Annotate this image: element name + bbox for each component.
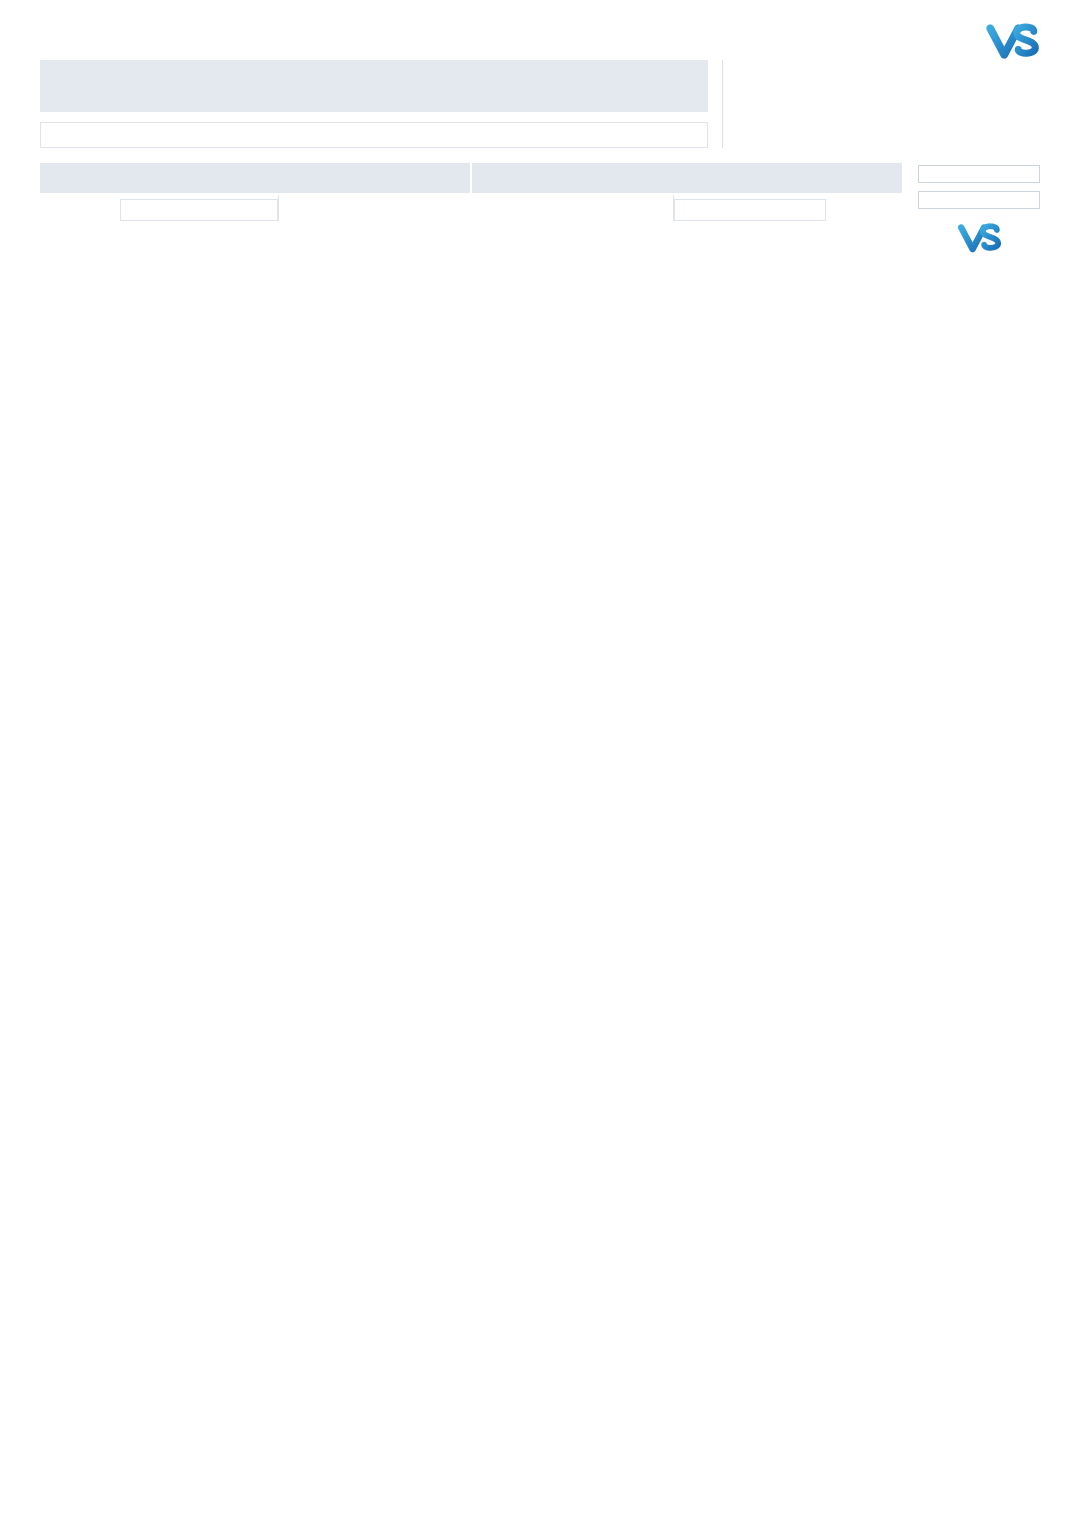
summary-panel <box>40 163 902 256</box>
report-header <box>40 16 1040 60</box>
reception-serve-panel-away <box>674 199 826 221</box>
match-overview-left <box>40 60 708 148</box>
match-overview <box>40 60 1040 148</box>
legend <box>918 163 1040 256</box>
reception-serve-panel-home <box>120 199 278 221</box>
report-header-right <box>974 16 1040 60</box>
legend-abbreviations <box>918 165 1040 183</box>
sets-panel <box>722 60 1040 148</box>
match-score-bar <box>40 60 708 112</box>
summary-away-header <box>472 163 902 193</box>
summary-section <box>40 163 1040 256</box>
legend-symbols <box>918 191 1040 209</box>
summary-header <box>40 163 902 193</box>
volleystation-logo-small-icon <box>956 221 1002 253</box>
points-diff-away <box>826 195 902 221</box>
volleystation-logo-icon <box>984 20 1040 60</box>
summary-home-header <box>40 163 470 193</box>
match-info-box <box>40 122 708 148</box>
kill-on-reception-panel <box>278 195 674 221</box>
summary-grid <box>40 195 902 221</box>
footer <box>918 221 1040 256</box>
points-diff-home <box>40 195 120 221</box>
